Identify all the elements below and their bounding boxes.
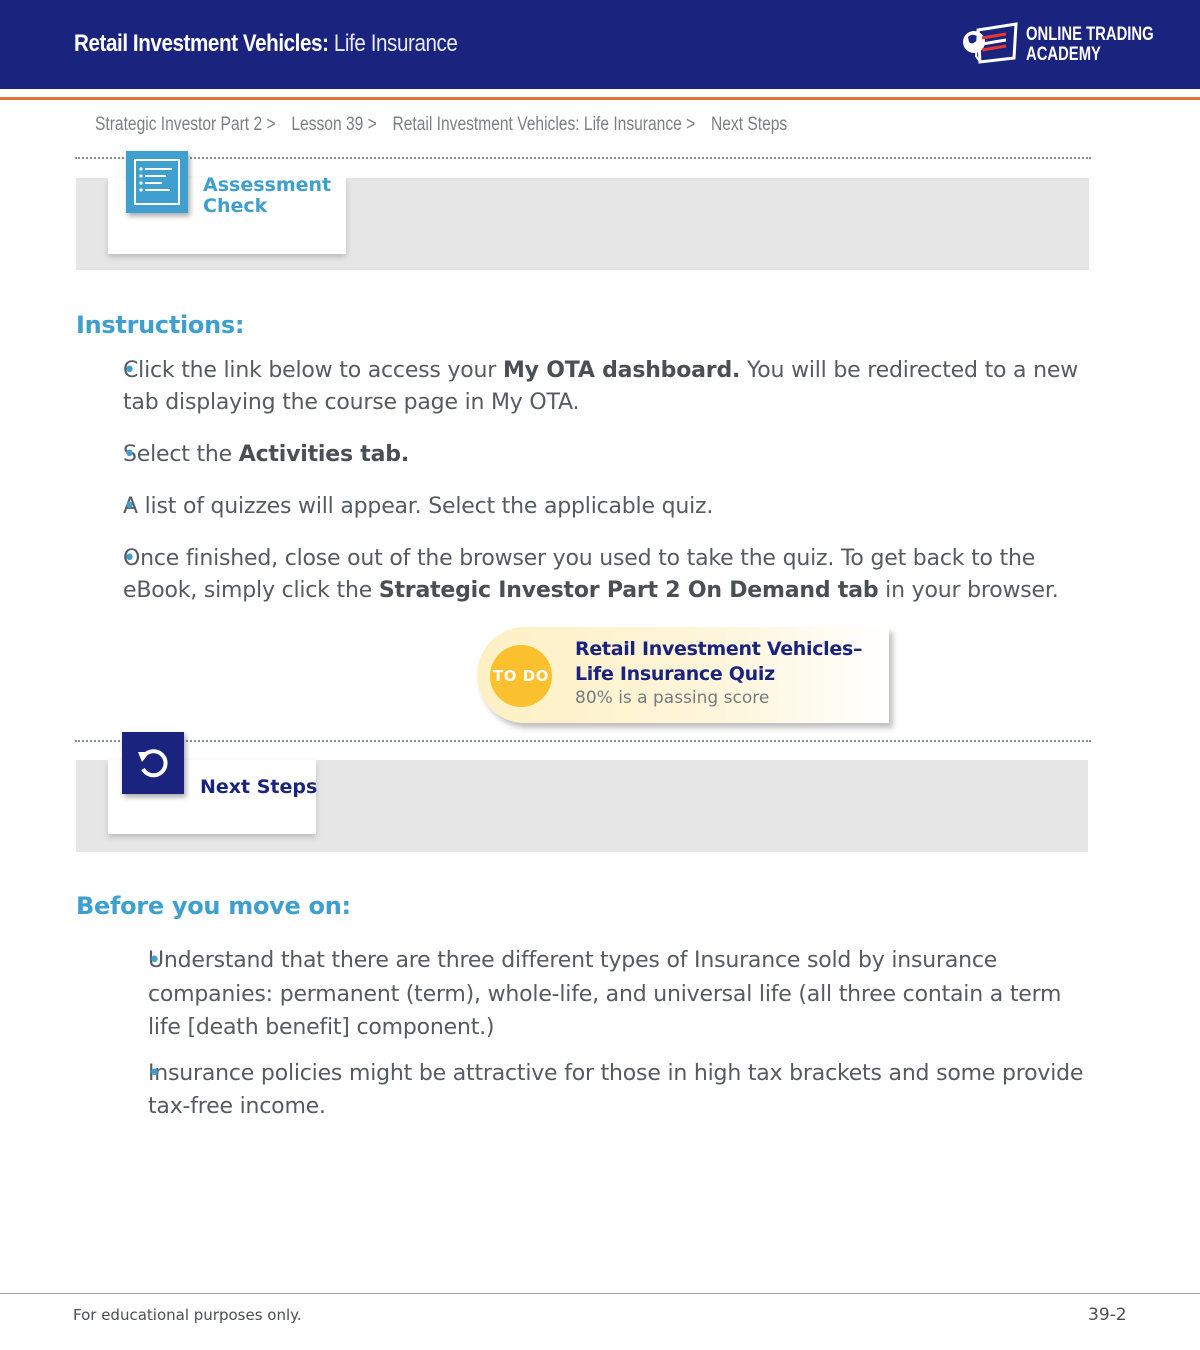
breadcrumb-item[interactable]: Retail Investment Vehicles: Life Insurance > bbox=[392, 114, 696, 135]
quiz-link-card[interactable] bbox=[477, 627, 889, 723]
breadcrumb-item[interactable]: Next Steps bbox=[711, 114, 788, 135]
section-divider bbox=[75, 157, 1091, 159]
assessment-label: Assessment Check bbox=[203, 174, 332, 217]
footer-disclaimer: For educational purposes only. bbox=[73, 1306, 302, 1324]
breadcrumb-item[interactable]: Strategic Investor Part 2 > bbox=[95, 114, 276, 135]
next-steps-label: Next Steps bbox=[200, 776, 318, 798]
header-accent-rule bbox=[0, 97, 1200, 100]
header-title bbox=[74, 30, 457, 58]
quiz-passing-score: 80% is a passing score bbox=[575, 688, 770, 708]
quiz-title[interactable]: Retail Investment Vehicles– Life Insurance Quiz bbox=[575, 638, 863, 685]
list-item: • A list of quizzes will appear. Select the applicable quiz. bbox=[104, 491, 1084, 523]
todo-badge[interactable]: TO DO bbox=[490, 645, 552, 707]
section-divider bbox=[75, 740, 1091, 742]
ota-logo bbox=[960, 22, 1154, 68]
header-title-main: Retail Investment Vehicles: bbox=[74, 30, 329, 57]
checklist-icon bbox=[126, 151, 188, 213]
page-header bbox=[0, 0, 1200, 89]
refresh-icon bbox=[122, 732, 184, 794]
footer-rule bbox=[0, 1293, 1200, 1294]
logo-wordmark: ONLINE TRADING ACADEMY bbox=[1026, 24, 1154, 65]
page-number: 39-2 bbox=[1088, 1305, 1127, 1325]
list-item: • Once finished, close out of the browser you used to take the quiz. To get back to the eBook, simply click the Strategic Investor Part 2 On Demand tab in your browser. bbox=[104, 543, 1084, 607]
list-item: • Understand that there are three different types of Insurance sold by insurance companies: permanent (term), whole-life, and universal life (all three contain a term life [death benefit] component.) bbox=[125, 944, 1085, 1045]
breadcrumb-item[interactable]: Lesson 39 > bbox=[291, 114, 377, 135]
list-item: • Click the link below to access your My OTA dashboard. You will be redirected to a new tab displaying the course page in My OTA. bbox=[104, 355, 1084, 419]
breadcrumb bbox=[95, 114, 799, 136]
instructions-heading: Instructions: bbox=[76, 311, 245, 339]
instructions-list bbox=[104, 355, 1084, 607]
list-item: • Insurance policies might be attractive for those in high tax brackets and some provide tax-free income. bbox=[125, 1057, 1085, 1124]
header-title-sub: Life Insurance bbox=[333, 30, 458, 57]
globe-book-icon bbox=[960, 22, 1022, 66]
before-list bbox=[125, 944, 1085, 1124]
list-item: • Select the Activities tab. bbox=[104, 439, 1084, 471]
before-heading: Before you move on: bbox=[76, 892, 351, 920]
